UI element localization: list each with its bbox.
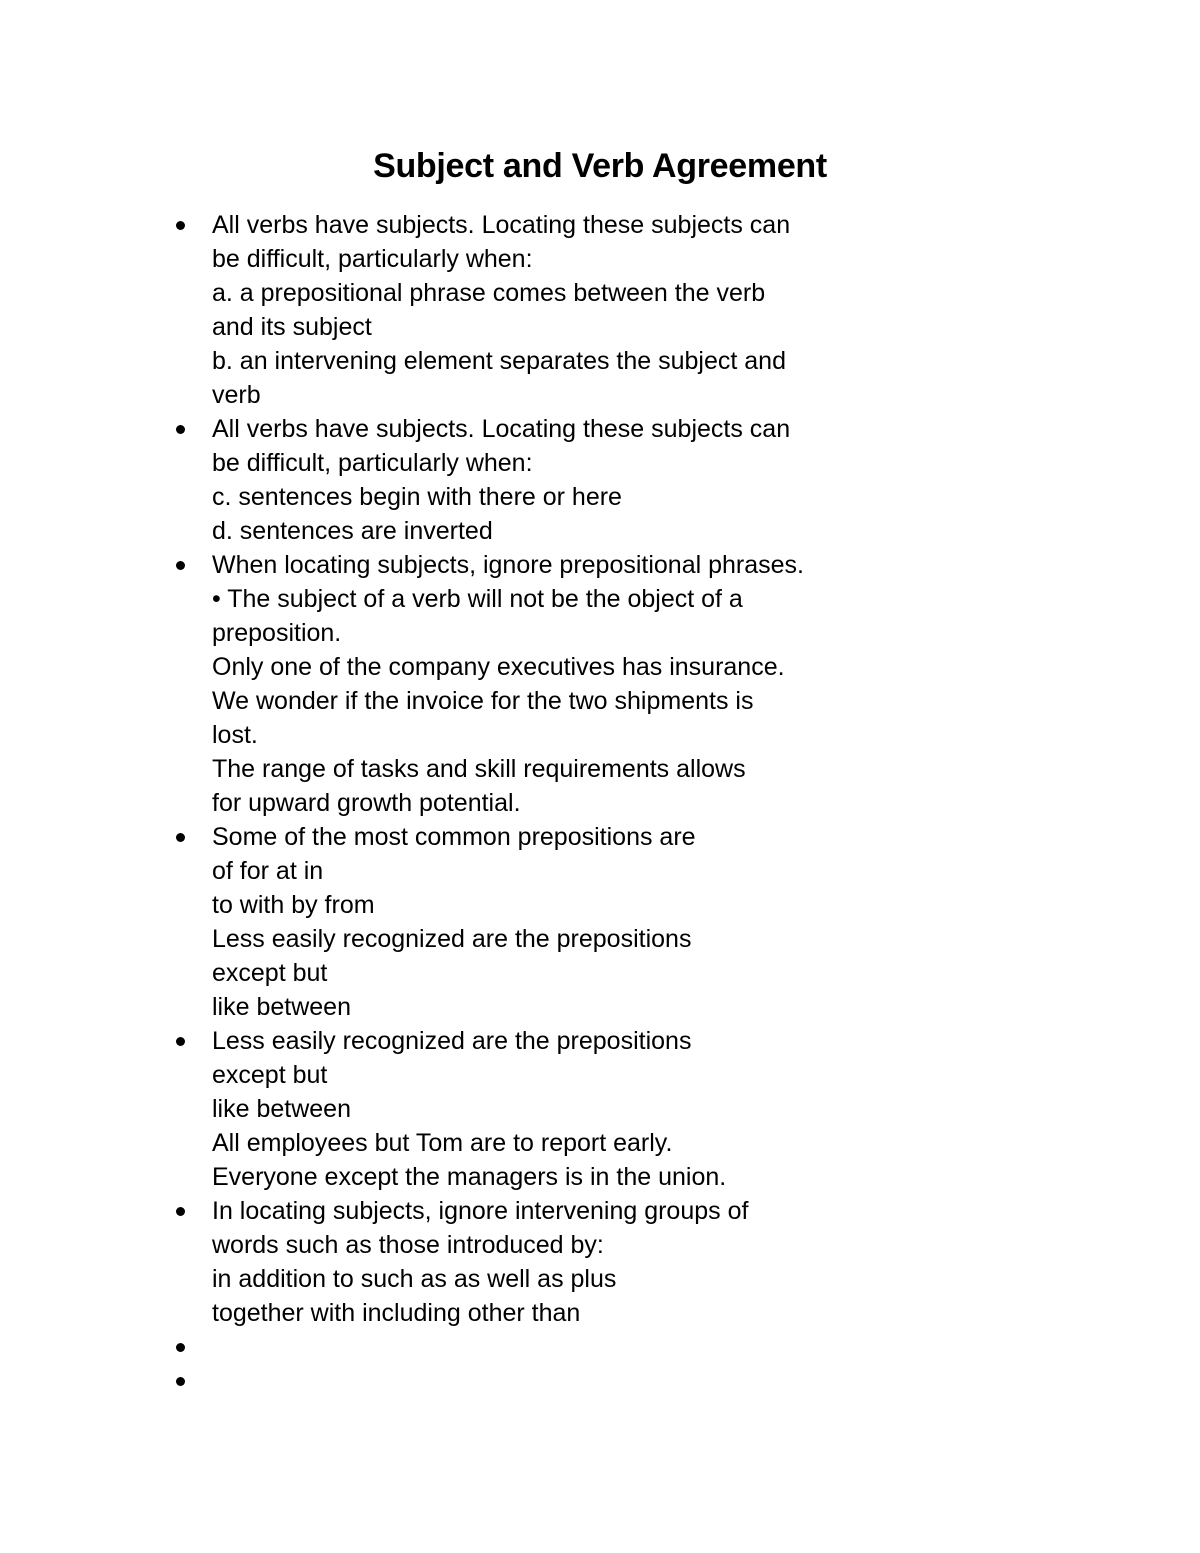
bullet-text-line: d. sentences are inverted: [212, 517, 493, 545]
bullet-text-line: Less easily recognized are the prepositions: [212, 925, 692, 953]
bullet-dot-icon: [176, 221, 185, 230]
bullet-text-line: [212, 1364, 1200, 1398]
bullet-text-line: [212, 1330, 1200, 1364]
bullet-item: [0, 1364, 1200, 1398]
bullet-text-line: preposition.: [212, 619, 342, 647]
bullet-dot-icon: [176, 561, 185, 570]
bullet-text-line: be difficult, particularly when:: [212, 449, 533, 477]
bullet-text-line: We wonder if the invoice for the two shipments is: [212, 687, 754, 715]
page-title: Subject and Verb Agreement: [373, 147, 827, 185]
bullet-text-line: The range of tasks and skill requirements allows: [212, 755, 746, 783]
bullet-text-line: of for at in: [212, 857, 324, 885]
bullet-text-line: words such as those introduced by:: [212, 1231, 604, 1259]
bullet-dot-icon: [176, 1207, 185, 1216]
bullet-item: [0, 1194, 1200, 1330]
bullet-text-line: for upward growth potential.: [212, 789, 521, 817]
bullet-text-line: All verbs have subjects. Locating these subjects can: [212, 415, 791, 443]
bullet-dot-icon: [176, 1037, 185, 1046]
bullet-dot-icon: [176, 425, 185, 434]
bullet-text-line: Only one of the company executives has insurance.: [212, 653, 785, 681]
bullet-text-line: be difficult, particularly when:: [212, 245, 533, 273]
bullet-text-line: b. an intervening element separates the subject and: [212, 347, 786, 375]
bullet-text-line: in addition to such as as well as plus: [212, 1265, 617, 1293]
bullet-text-line: together with including other than: [212, 1299, 581, 1327]
bullet-text-line: a. a prepositional phrase comes between the verb: [212, 279, 766, 307]
bullet-dot-icon: [176, 833, 185, 842]
bullet-dot-icon: [176, 1377, 185, 1386]
bullet-text-line: lost.: [212, 721, 258, 749]
bullet-text-line: • The subject of a verb will not be the object of a: [212, 585, 743, 613]
bullet-text-line: verb: [212, 381, 261, 409]
bullet-text-line: c. sentences begin with there or here: [212, 483, 622, 511]
bullet-item: [0, 1024, 1200, 1194]
bullet-list: [0, 208, 1200, 1398]
bullet-text-line: Everyone except the managers is in the union.: [212, 1163, 727, 1191]
bullet-text-line: like between: [212, 993, 351, 1021]
bullet-text-line: When locating subjects, ignore prepositional phrases.: [212, 551, 805, 579]
bullet-item: [0, 412, 1200, 548]
bullet-item: [0, 208, 1200, 412]
bullet-text-line: All employees but Tom are to report early.: [212, 1129, 673, 1157]
bullet-text-line: All verbs have subjects. Locating these subjects can: [212, 211, 791, 239]
bullet-text-line: to with by from: [212, 891, 375, 919]
bullet-text-line: and its subject: [212, 313, 372, 341]
bullet-item: [0, 548, 1200, 820]
bullet-text-line: except but: [212, 959, 328, 987]
bullet-text-line: except but: [212, 1061, 328, 1089]
bullet-text-line: Less easily recognized are the prepositions: [212, 1027, 692, 1055]
bullet-text-line: like between: [212, 1095, 351, 1123]
bullet-item: [0, 820, 1200, 1024]
bullet-dot-icon: [176, 1343, 185, 1352]
bullet-item: [0, 1330, 1200, 1364]
bullet-text-line: Some of the most common prepositions are: [212, 823, 696, 851]
bullet-text-line: In locating subjects, ignore intervening groups of: [212, 1197, 749, 1225]
